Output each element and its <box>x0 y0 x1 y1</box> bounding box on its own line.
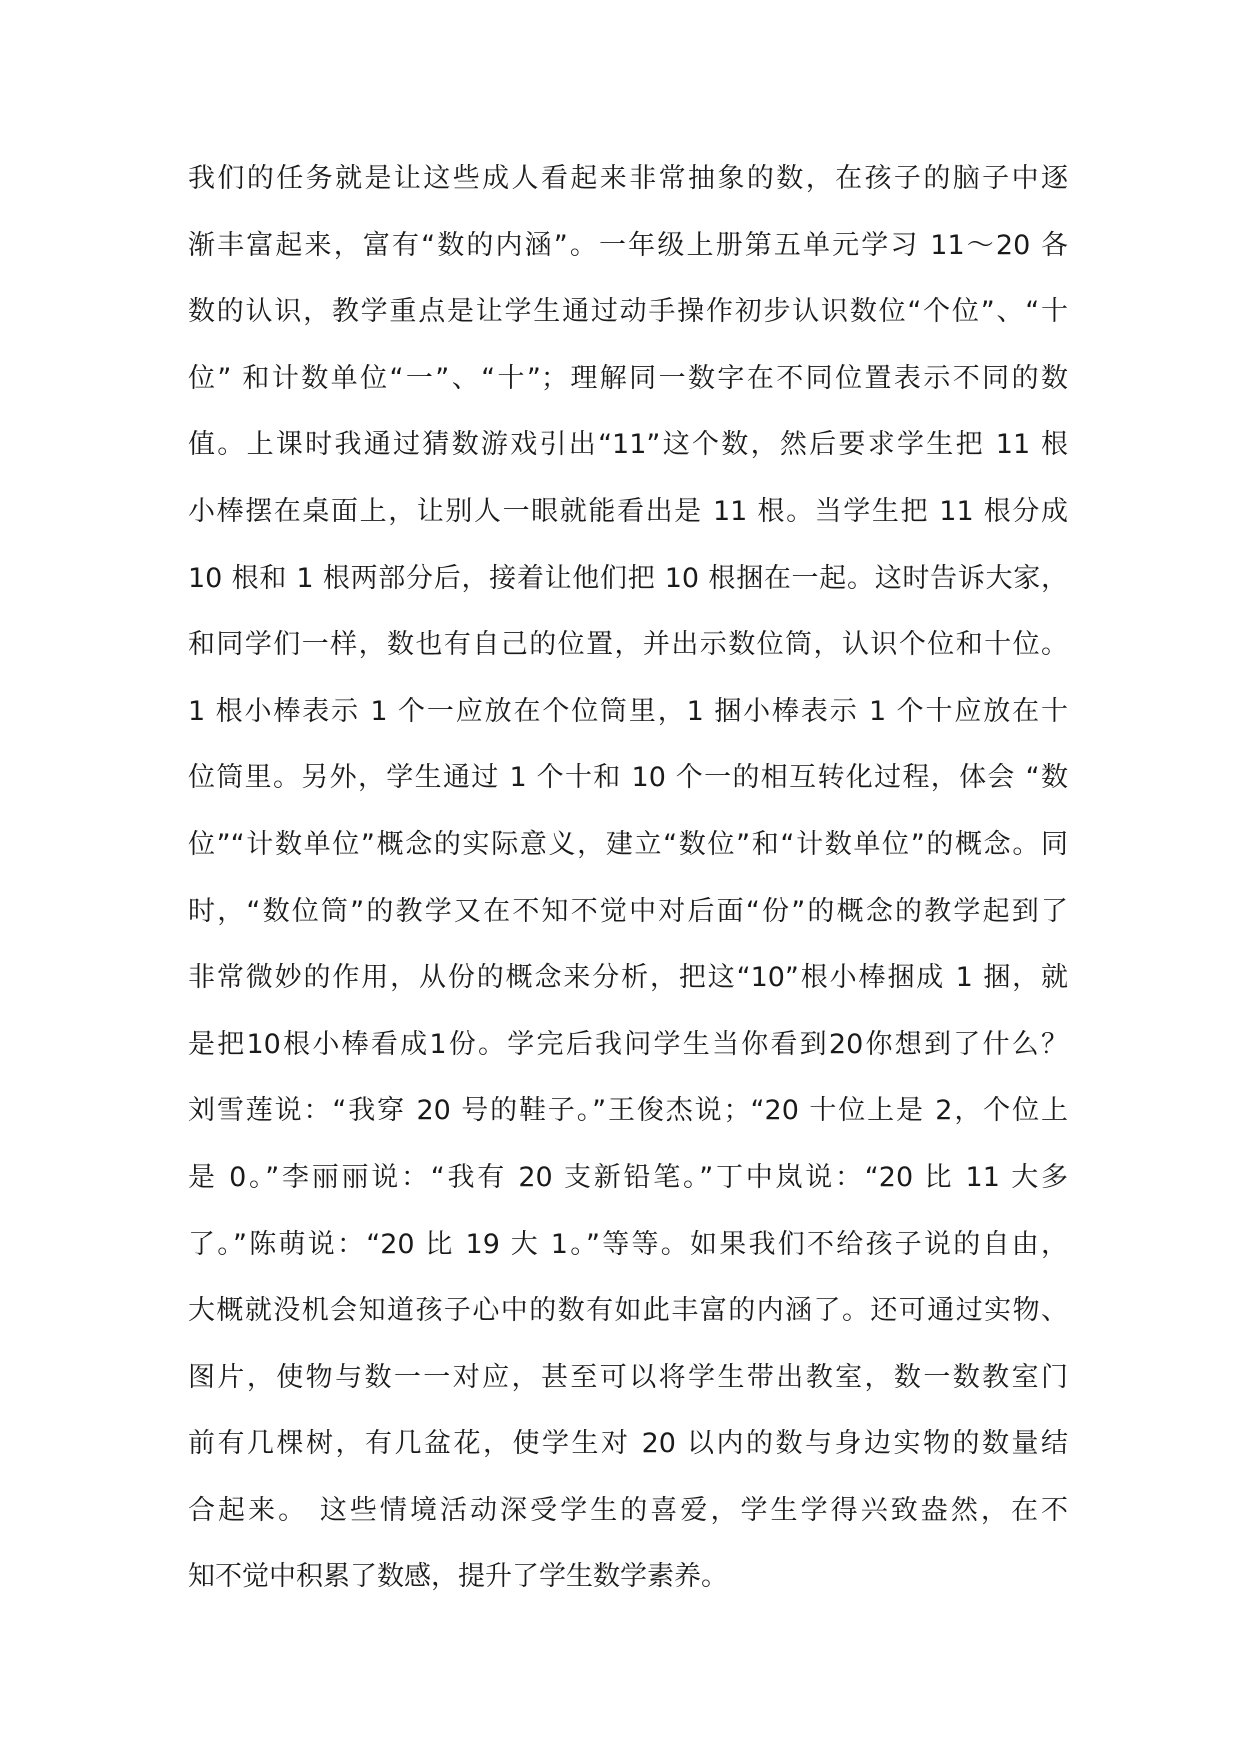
text-line-3: 数的认识，教学重点是让学生通过动手操作初步认识数位“个位”、“十 <box>188 296 1068 328</box>
text-line-12: 时，“数位筒”的教学又在不知不觉中对后面“份”的概念的教学起到了 <box>188 895 1068 927</box>
text-line-9: 1 根小棒表示 1 个一应放在个位筒里，1 捆小棒表示 1 个十应放在十 <box>188 695 1068 727</box>
text-line-21: 合起来。 这些情境活动深受学生的喜爱，学生学得兴致盎然，在不 <box>188 1494 1068 1526</box>
text-line-17: 了。”陈萌说：“20 比 19 大 1。”等等。如果我们不给孩子说的自由， <box>188 1228 1068 1260</box>
text-line-10: 位筒里。另外，学生通过 1 个十和 10 个一的相互转化过程，体会 “数 <box>188 762 1068 794</box>
text-line-2: 渐丰富起来，富有“数的内涵”。一年级上册第五单元学习 11～20 各 <box>188 229 1068 261</box>
text-line-11: 位”“计数单位”概念的实际意义，建立“数位”和“计数单位”的概念。同 <box>188 828 1068 860</box>
text-line-5: 值。上课时我通过猜数游戏引出“11”这个数，然后要求学生把 11 根 <box>188 429 1068 461</box>
body-paragraph <box>188 158 1068 1623</box>
text-line-14: 是把10根小棒看成1份。学完后我问学生当你看到20你想到了什么？ <box>188 1028 1068 1060</box>
text-line-13: 非常微妙的作用，从份的概念来分析，把这“10”根小棒捆成 1 捆，就 <box>188 962 1068 994</box>
text-line-7: 10 根和 1 根两部分后，接着让他们把 10 根捆在一起。这时告诉大家， <box>188 562 1068 594</box>
text-line-16: 是 0。”李丽丽说：“我有 20 支新铅笔。”丁中岚说：“20 比 11 大多 <box>188 1161 1068 1193</box>
text-line-15: 刘雪莲说：“我穿 20 号的鞋子。”王俊杰说；“20 十位上是 2，个位上 <box>188 1095 1068 1127</box>
text-line-4: 位” 和计数单位“一”、“十”；理解同一数字在不同位置表示不同的数 <box>188 362 1068 394</box>
text-line-8: 和同学们一样，数也有自己的位置，并出示数位筒，认识个位和十位。 <box>188 629 1068 661</box>
text-line-22: 知不觉中积累了数感，提升了学生数学素养。 <box>188 1561 728 1593</box>
text-line-18: 大概就没机会知道孩子心中的数有如此丰富的内涵了。还可通过实物、 <box>188 1295 1068 1327</box>
text-line-1: 我们的任务就是让这些成人看起来非常抽象的数，在孩子的脑子中逐 <box>188 163 1068 194</box>
text-line-6: 小棒摆在桌面上，让别人一眼就能看出是 11 根。当学生把 11 根分成 <box>188 495 1068 527</box>
text-line-19: 图片，使物与数一一对应，甚至可以将学生带出教室，数一数教室门 <box>188 1361 1068 1393</box>
text-line-20: 前有几棵树，有几盆花，使学生对 20 以内的数与身边实物的数量结 <box>188 1428 1068 1460</box>
